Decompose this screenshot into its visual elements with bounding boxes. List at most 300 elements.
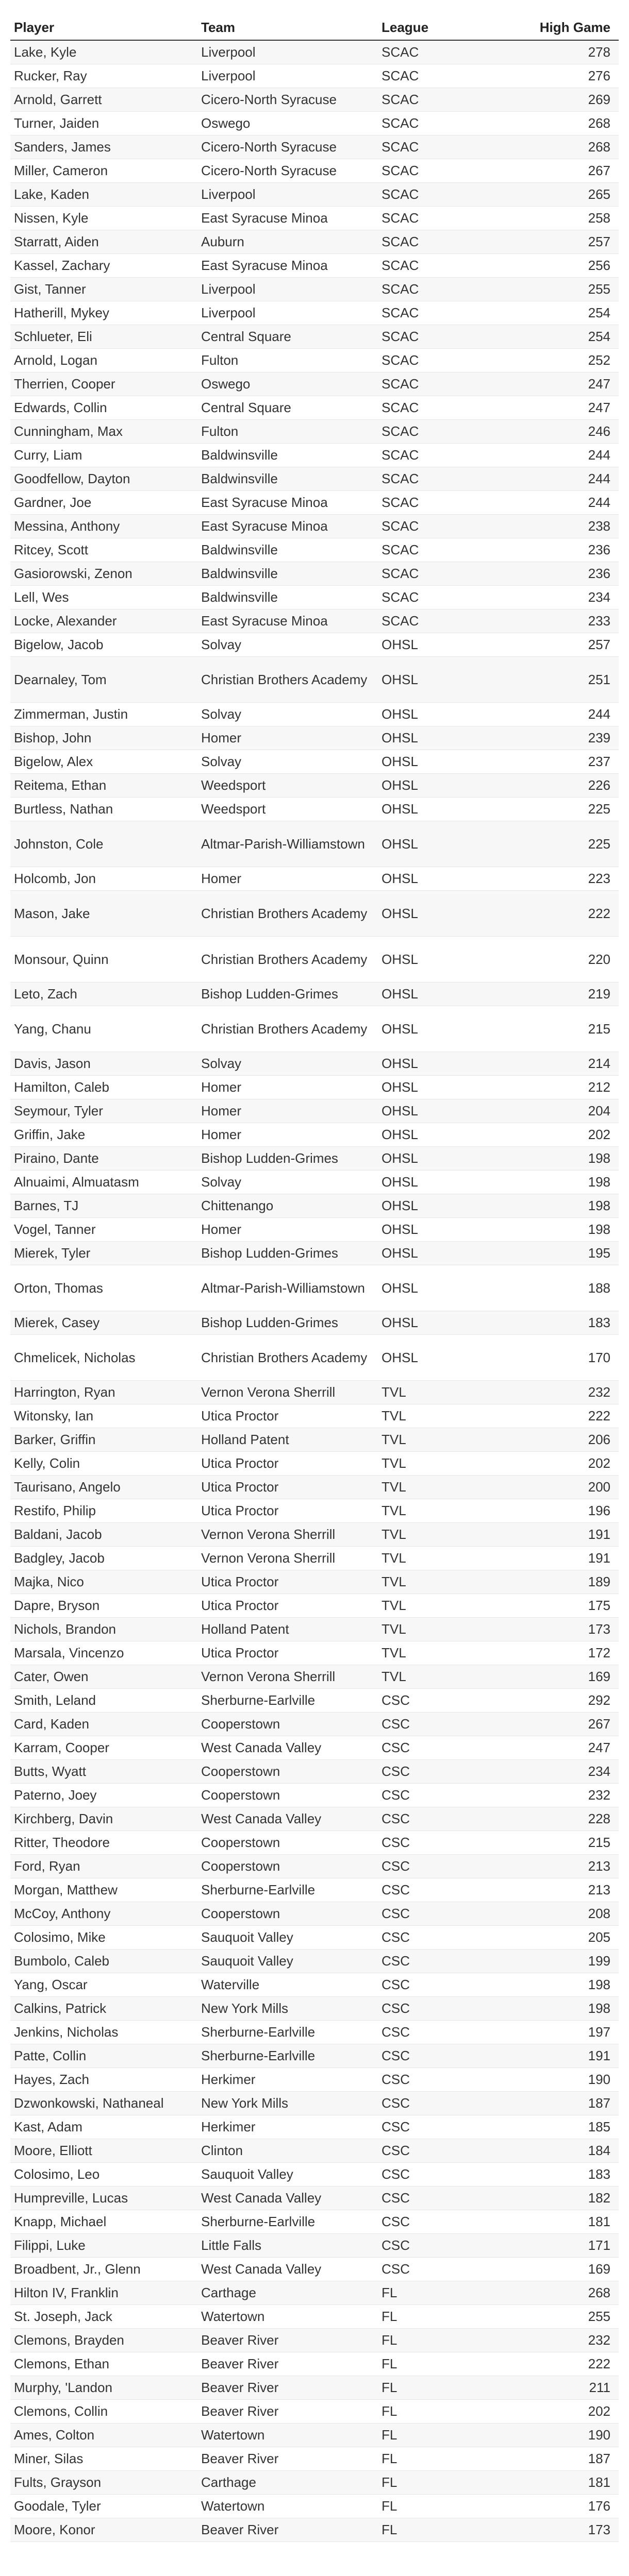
cell-player: Calkins, Patrick — [10, 1997, 197, 2021]
cell-high-game: 236 — [527, 538, 619, 562]
cell-team: Utica Proctor — [197, 1404, 378, 1428]
high-game-table — [10, 10, 619, 2542]
cell-league: SCAC — [378, 349, 527, 372]
cell-player: Orton, Thomas — [10, 1265, 197, 1311]
table-row — [10, 750, 619, 774]
table-row — [10, 2210, 619, 2234]
cell-high-game: 276 — [527, 64, 619, 88]
cell-team: Vernon Verona Sherrill — [197, 1547, 378, 1570]
cell-player: McCoy, Anthony — [10, 1902, 197, 1926]
table-row — [10, 1052, 619, 1076]
cell-player: Mierek, Casey — [10, 1311, 197, 1335]
cell-team: Solvay — [197, 750, 378, 774]
cell-high-game: 244 — [527, 467, 619, 491]
cell-high-game: 251 — [527, 657, 619, 703]
cell-player: Vogel, Tanner — [10, 1218, 197, 1242]
column-header-player[interactable]: Player — [10, 10, 197, 40]
cell-league: OHSL — [378, 1194, 527, 1218]
cell-player: Lake, Kaden — [10, 183, 197, 207]
table-row — [10, 1218, 619, 1242]
cell-high-game: 239 — [527, 726, 619, 750]
cell-high-game: 199 — [527, 1950, 619, 1973]
cell-team: Utica Proctor — [197, 1499, 378, 1523]
cell-team: Carthage — [197, 2471, 378, 2495]
cell-player: Kelly, Colin — [10, 1452, 197, 1476]
column-header-team[interactable]: Team — [197, 10, 378, 40]
table-row — [10, 2424, 619, 2447]
cell-team: Cicero-North Syracuse — [197, 88, 378, 112]
cell-high-game: 268 — [527, 112, 619, 135]
cell-league: SCAC — [378, 609, 527, 633]
cell-high-game: 214 — [527, 1052, 619, 1076]
cell-team: West Canada Valley — [197, 1807, 378, 1831]
cell-player: Restifo, Philip — [10, 1499, 197, 1523]
cell-high-game: 208 — [527, 1902, 619, 1926]
cell-high-game: 222 — [527, 2352, 619, 2376]
cell-team: Liverpool — [197, 301, 378, 325]
cell-player: Goodale, Tyler — [10, 2495, 197, 2518]
table-row — [10, 1997, 619, 2021]
table-row — [10, 774, 619, 798]
cell-league: OHSL — [378, 937, 527, 982]
cell-league: CSC — [378, 1713, 527, 1736]
cell-league: SCAC — [378, 135, 527, 159]
column-header-high-game[interactable]: High Game — [527, 10, 619, 40]
cell-player: Leto, Zach — [10, 982, 197, 1006]
cell-player: Johnston, Cole — [10, 821, 197, 867]
cell-high-game: 191 — [527, 1523, 619, 1547]
cell-league: OHSL — [378, 821, 527, 867]
table-row — [10, 586, 619, 609]
cell-player: St. Joseph, Jack — [10, 2305, 197, 2329]
cell-high-game: 267 — [527, 159, 619, 183]
cell-player: Dapre, Bryson — [10, 1594, 197, 1618]
cell-league: SCAC — [378, 40, 527, 64]
cell-high-game: 198 — [527, 1171, 619, 1194]
cell-high-game: 198 — [527, 1973, 619, 1997]
table-header — [10, 10, 619, 40]
cell-high-game: 220 — [527, 937, 619, 982]
cell-league: SCAC — [378, 491, 527, 515]
cell-player: Piraino, Dante — [10, 1147, 197, 1171]
table-wrapper — [10, 10, 619, 2542]
cell-team: Christian Brothers Academy — [197, 657, 378, 703]
table-row — [10, 2044, 619, 2068]
cell-team: Sherburne-Earlville — [197, 1689, 378, 1713]
cell-league: SCAC — [378, 586, 527, 609]
cell-high-game: 265 — [527, 183, 619, 207]
table-row — [10, 1855, 619, 1878]
cell-league: TVL — [378, 1523, 527, 1547]
cell-team: Beaver River — [197, 2376, 378, 2400]
table-row — [10, 1760, 619, 1784]
table-row — [10, 254, 619, 278]
cell-player: Bigelow, Alex — [10, 750, 197, 774]
cell-high-game: 198 — [527, 1218, 619, 1242]
table-row — [10, 1099, 619, 1123]
table-row — [10, 1335, 619, 1381]
cell-league: OHSL — [378, 1218, 527, 1242]
cell-league: FL — [378, 2376, 527, 2400]
cell-team: Utica Proctor — [197, 1594, 378, 1618]
cell-high-game: 212 — [527, 1076, 619, 1099]
cell-high-game: 257 — [527, 230, 619, 254]
cell-high-game: 172 — [527, 1641, 619, 1665]
cell-team: Central Square — [197, 325, 378, 349]
table-row — [10, 467, 619, 491]
cell-league: OHSL — [378, 750, 527, 774]
cell-player: Alnuaimi, Almuatasm — [10, 1171, 197, 1194]
table-row — [10, 135, 619, 159]
cell-player: Mierek, Tyler — [10, 1242, 197, 1265]
cell-league: SCAC — [378, 396, 527, 420]
cell-team: Oswego — [197, 112, 378, 135]
cell-league: CSC — [378, 1689, 527, 1713]
cell-league: TVL — [378, 1476, 527, 1499]
table-row — [10, 562, 619, 586]
cell-league: SCAC — [378, 301, 527, 325]
cell-team: Carthage — [197, 2281, 378, 2305]
cell-team: Bishop Ludden-Grimes — [197, 982, 378, 1006]
table-row — [10, 2400, 619, 2424]
cell-player: Bishop, John — [10, 726, 197, 750]
table-row — [10, 1618, 619, 1641]
cell-high-game: 171 — [527, 2234, 619, 2258]
cell-player: Mason, Jake — [10, 891, 197, 937]
cell-league: OHSL — [378, 798, 527, 821]
table-row — [10, 159, 619, 183]
cell-team: East Syracuse Minoa — [197, 207, 378, 230]
cell-player: Miller, Cameron — [10, 159, 197, 183]
table-row — [10, 2187, 619, 2210]
cell-league: TVL — [378, 1547, 527, 1570]
cell-high-game: 254 — [527, 325, 619, 349]
table-row — [10, 703, 619, 726]
cell-team: Liverpool — [197, 183, 378, 207]
table-row — [10, 1641, 619, 1665]
cell-player: Cater, Owen — [10, 1665, 197, 1689]
table-row — [10, 1523, 619, 1547]
cell-high-game: 233 — [527, 609, 619, 633]
table-row — [10, 1902, 619, 1926]
cell-team: Baldwinsville — [197, 562, 378, 586]
cell-league: CSC — [378, 2210, 527, 2234]
cell-league: SCAC — [378, 278, 527, 301]
cell-player: Baldani, Jacob — [10, 1523, 197, 1547]
cell-league: FL — [378, 2424, 527, 2447]
cell-high-game: 211 — [527, 2376, 619, 2400]
cell-high-game: 176 — [527, 2495, 619, 2518]
table-row — [10, 538, 619, 562]
table-row — [10, 1736, 619, 1760]
table-row — [10, 1594, 619, 1618]
table-row — [10, 64, 619, 88]
cell-high-game: 202 — [527, 1452, 619, 1476]
cell-league: FL — [378, 2305, 527, 2329]
cell-team: Liverpool — [197, 40, 378, 64]
table-row — [10, 372, 619, 396]
cell-high-game: 232 — [527, 2329, 619, 2352]
cell-player: Bumbolo, Caleb — [10, 1950, 197, 1973]
cell-league: CSC — [378, 2139, 527, 2163]
column-header-league[interactable]: League — [378, 10, 527, 40]
cell-league: SCAC — [378, 515, 527, 538]
cell-league: CSC — [378, 1997, 527, 2021]
cell-high-game: 198 — [527, 1997, 619, 2021]
cell-league: SCAC — [378, 538, 527, 562]
cell-player: Clemons, Ethan — [10, 2352, 197, 2376]
cell-team: Cooperstown — [197, 1831, 378, 1855]
table-row — [10, 112, 619, 135]
table-row — [10, 1570, 619, 1594]
cell-high-game: 215 — [527, 1006, 619, 1052]
cell-league: CSC — [378, 2234, 527, 2258]
table-row — [10, 1547, 619, 1570]
cell-team: East Syracuse Minoa — [197, 491, 378, 515]
cell-league: CSC — [378, 1807, 527, 1831]
cell-team: West Canada Valley — [197, 2258, 378, 2281]
table-row — [10, 2139, 619, 2163]
table-row — [10, 349, 619, 372]
cell-player: Hayes, Zach — [10, 2068, 197, 2092]
cell-league: TVL — [378, 1452, 527, 1476]
cell-player: Zimmerman, Justin — [10, 703, 197, 726]
cell-player: Chmelicek, Nicholas — [10, 1335, 197, 1381]
cell-high-game: 173 — [527, 1618, 619, 1641]
cell-league: SCAC — [378, 254, 527, 278]
cell-league: FL — [378, 2495, 527, 2518]
cell-high-game: 269 — [527, 88, 619, 112]
cell-high-game: 254 — [527, 301, 619, 325]
cell-league: SCAC — [378, 183, 527, 207]
cell-league: OHSL — [378, 1099, 527, 1123]
cell-league: CSC — [378, 1926, 527, 1950]
table-row — [10, 821, 619, 867]
cell-high-game: 244 — [527, 444, 619, 467]
cell-team: Homer — [197, 726, 378, 750]
cell-player: Ford, Ryan — [10, 1855, 197, 1878]
cell-league: FL — [378, 2447, 527, 2471]
cell-team: Cicero-North Syracuse — [197, 135, 378, 159]
table-row — [10, 2115, 619, 2139]
cell-high-game: 225 — [527, 821, 619, 867]
cell-high-game: 169 — [527, 2258, 619, 2281]
cell-high-game: 183 — [527, 1311, 619, 1335]
cell-high-game: 181 — [527, 2210, 619, 2234]
table-row — [10, 1689, 619, 1713]
cell-player: Lake, Kyle — [10, 40, 197, 64]
cell-player: Cunningham, Max — [10, 420, 197, 444]
cell-team: Watertown — [197, 2305, 378, 2329]
cell-high-game: 196 — [527, 1499, 619, 1523]
table-row — [10, 1878, 619, 1902]
cell-team: Christian Brothers Academy — [197, 1006, 378, 1052]
cell-player: Dearnaley, Tom — [10, 657, 197, 703]
cell-team: Clinton — [197, 2139, 378, 2163]
cell-team: Cooperstown — [197, 1784, 378, 1807]
cell-player: Morgan, Matthew — [10, 1878, 197, 1902]
cell-player: Smith, Leland — [10, 1689, 197, 1713]
cell-high-game: 219 — [527, 982, 619, 1006]
cell-league: FL — [378, 2400, 527, 2424]
table-row — [10, 867, 619, 891]
cell-team: Fulton — [197, 420, 378, 444]
cell-high-game: 173 — [527, 2518, 619, 2542]
cell-league: OHSL — [378, 1076, 527, 1099]
cell-team: Cooperstown — [197, 1902, 378, 1926]
cell-team: Beaver River — [197, 2352, 378, 2376]
cell-team: Christian Brothers Academy — [197, 891, 378, 937]
cell-high-game: 185 — [527, 2115, 619, 2139]
cell-team: Cooperstown — [197, 1713, 378, 1736]
table-row — [10, 1171, 619, 1194]
cell-player: Arnold, Garrett — [10, 88, 197, 112]
table-row — [10, 1476, 619, 1499]
table-row — [10, 2471, 619, 2495]
cell-player: Holcomb, Jon — [10, 867, 197, 891]
cell-league: CSC — [378, 2021, 527, 2044]
table-row — [10, 396, 619, 420]
cell-high-game: 202 — [527, 2400, 619, 2424]
table-row — [10, 1381, 619, 1404]
cell-player: Seymour, Tyler — [10, 1099, 197, 1123]
table-row — [10, 1499, 619, 1523]
cell-player: Goodfellow, Dayton — [10, 467, 197, 491]
cell-league: OHSL — [378, 1265, 527, 1311]
cell-league: FL — [378, 2281, 527, 2305]
cell-league: OHSL — [378, 1335, 527, 1381]
cell-team: Bishop Ludden-Grimes — [197, 1242, 378, 1265]
cell-player: Rucker, Ray — [10, 64, 197, 88]
cell-player: Lell, Wes — [10, 586, 197, 609]
cell-high-game: 202 — [527, 1123, 619, 1147]
cell-player: Colosimo, Leo — [10, 2163, 197, 2187]
cell-team: Sherburne-Earlville — [197, 1878, 378, 1902]
cell-player: Turner, Jaiden — [10, 112, 197, 135]
cell-team: Little Falls — [197, 2234, 378, 2258]
cell-player: Murphy, 'Landon — [10, 2376, 197, 2400]
cell-player: Gasiorowski, Zenon — [10, 562, 197, 586]
cell-player: Majka, Nico — [10, 1570, 197, 1594]
cell-player: Monsour, Quinn — [10, 937, 197, 982]
cell-player: Hatherill, Mykey — [10, 301, 197, 325]
cell-team: Sherburne-Earlville — [197, 2021, 378, 2044]
cell-high-game: 238 — [527, 515, 619, 538]
cell-player: Gardner, Joe — [10, 491, 197, 515]
cell-team: Liverpool — [197, 64, 378, 88]
cell-league: OHSL — [378, 657, 527, 703]
table-row — [10, 491, 619, 515]
cell-high-game: 222 — [527, 1404, 619, 1428]
cell-high-game: 223 — [527, 867, 619, 891]
cell-league: TVL — [378, 1618, 527, 1641]
cell-high-game: 181 — [527, 2471, 619, 2495]
cell-team: East Syracuse Minoa — [197, 254, 378, 278]
cell-league: CSC — [378, 2044, 527, 2068]
cell-league: TVL — [378, 1499, 527, 1523]
cell-high-game: 184 — [527, 2139, 619, 2163]
cell-league: OHSL — [378, 633, 527, 657]
cell-player: Therrien, Cooper — [10, 372, 197, 396]
cell-high-game: 234 — [527, 586, 619, 609]
cell-team: Beaver River — [197, 2447, 378, 2471]
table-row — [10, 2021, 619, 2044]
cell-player: Colosimo, Mike — [10, 1926, 197, 1950]
cell-player: Davis, Jason — [10, 1052, 197, 1076]
table-row — [10, 515, 619, 538]
cell-team: Utica Proctor — [197, 1570, 378, 1594]
cell-high-game: 232 — [527, 1381, 619, 1404]
cell-high-game: 169 — [527, 1665, 619, 1689]
cell-player: Edwards, Collin — [10, 396, 197, 420]
table-row — [10, 1950, 619, 1973]
cell-league: SCAC — [378, 467, 527, 491]
cell-high-game: 198 — [527, 1194, 619, 1218]
cell-team: Fulton — [197, 349, 378, 372]
cell-player: Witonsky, Ian — [10, 1404, 197, 1428]
cell-league: FL — [378, 2329, 527, 2352]
table-row — [10, 183, 619, 207]
cell-team: Waterville — [197, 1973, 378, 1997]
cell-league: SCAC — [378, 207, 527, 230]
cell-high-game: 247 — [527, 1736, 619, 1760]
cell-team: Homer — [197, 1123, 378, 1147]
cell-high-game: 292 — [527, 1689, 619, 1713]
table-row — [10, 1404, 619, 1428]
cell-team: Utica Proctor — [197, 1452, 378, 1476]
cell-team: Sherburne-Earlville — [197, 2044, 378, 2068]
cell-team: Holland Patent — [197, 1618, 378, 1641]
cell-league: OHSL — [378, 867, 527, 891]
cell-high-game: 206 — [527, 1428, 619, 1452]
cell-team: East Syracuse Minoa — [197, 515, 378, 538]
cell-high-game: 188 — [527, 1265, 619, 1311]
cell-team: Bishop Ludden-Grimes — [197, 1311, 378, 1335]
cell-high-game: 246 — [527, 420, 619, 444]
cell-player: Burtless, Nathan — [10, 798, 197, 821]
table-row — [10, 230, 619, 254]
cell-player: Ritter, Theodore — [10, 1831, 197, 1855]
table-row — [10, 937, 619, 982]
cell-player: Arnold, Logan — [10, 349, 197, 372]
table-row — [10, 1665, 619, 1689]
cell-team: Solvay — [197, 703, 378, 726]
cell-high-game: 190 — [527, 2424, 619, 2447]
cell-high-game: 268 — [527, 2281, 619, 2305]
table-row — [10, 1123, 619, 1147]
cell-high-game: 175 — [527, 1594, 619, 1618]
cell-league: SCAC — [378, 88, 527, 112]
cell-league: OHSL — [378, 891, 527, 937]
cell-high-game: 195 — [527, 1242, 619, 1265]
cell-league: OHSL — [378, 1171, 527, 1194]
cell-team: Baldwinsville — [197, 538, 378, 562]
cell-high-game: 258 — [527, 207, 619, 230]
cell-league: CSC — [378, 1950, 527, 1973]
cell-league: TVL — [378, 1570, 527, 1594]
cell-high-game: 215 — [527, 1831, 619, 1855]
cell-team: Holland Patent — [197, 1428, 378, 1452]
cell-team: Beaver River — [197, 2518, 378, 2542]
cell-team: Utica Proctor — [197, 1476, 378, 1499]
cell-team: Weedsport — [197, 798, 378, 821]
cell-player: Schlueter, Eli — [10, 325, 197, 349]
cell-high-game: 255 — [527, 278, 619, 301]
cell-player: Griffin, Jake — [10, 1123, 197, 1147]
table-row — [10, 40, 619, 64]
cell-high-game: 187 — [527, 2447, 619, 2471]
table-row — [10, 1784, 619, 1807]
